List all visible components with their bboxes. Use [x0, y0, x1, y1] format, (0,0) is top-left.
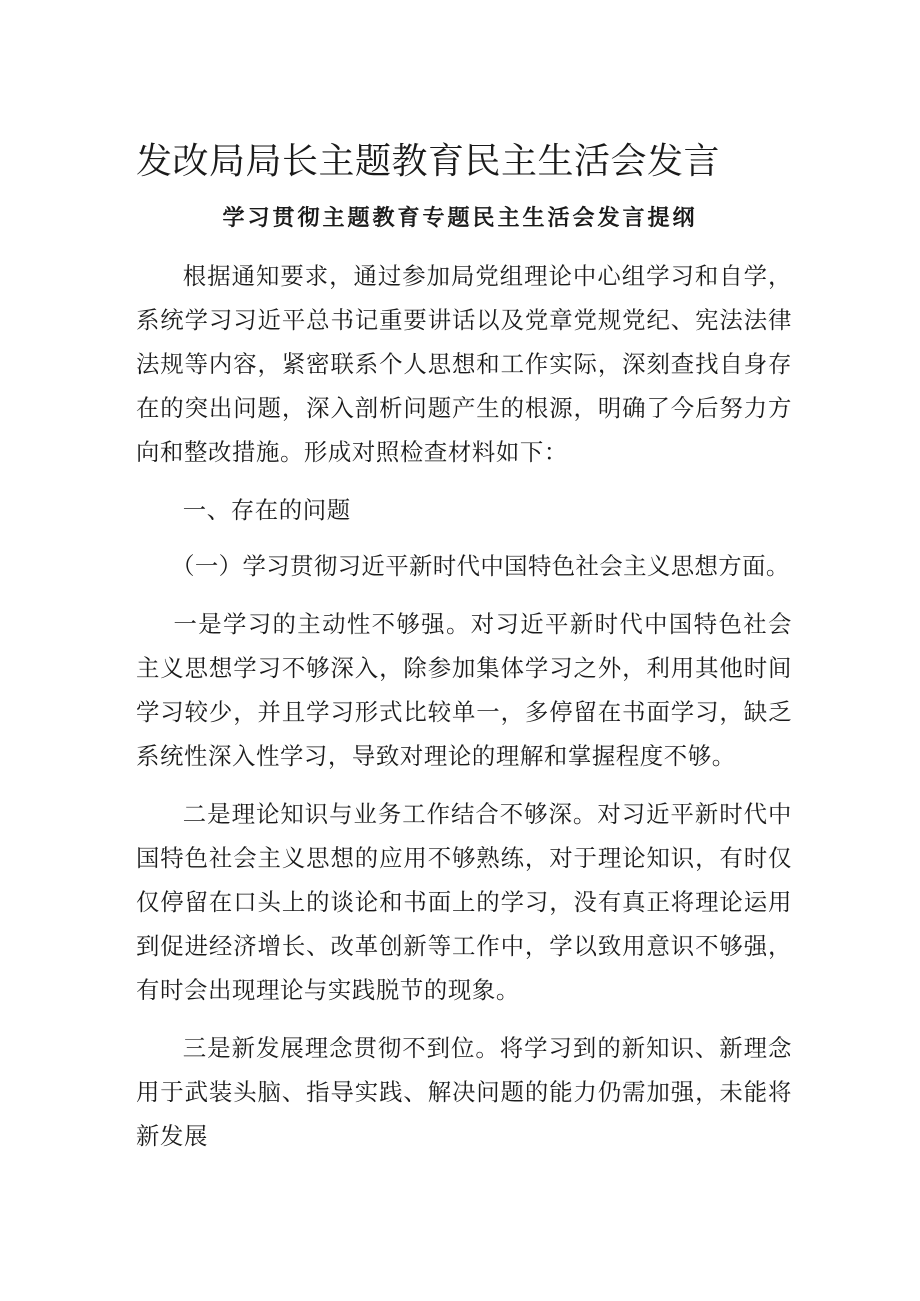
- paragraph-point-two: 二是理论知识与业务工作结合不够深。对习近平新时代中国特色社会主义思想的应用不够熟练，对于理论知识，有时仅仅停留在口头上的谈论和书面上的学习，没有真正将理论运用到促进经济增长、改革创新等工作中，学以致用意识不够强，有时会出现理论与实践脱节的现象。: [136, 800, 792, 1004]
- paragraph-point-one: 一是学习的主动性不够强。对习近平新时代中国特色社会主义思想学习不够深入，除参加集体学习之外，利用其他时间学习较少，并且学习形式比较单一，多停留在书面学习，缺乏系统性深入性学习，导致对理论的理解和掌握程度不够。: [136, 610, 792, 770]
- document-body: [136, 254, 792, 1172]
- document-title: 发改局局长主题教育民主生活会发言: [136, 141, 721, 182]
- subsection-heading-study: （一）学习贯彻习近平新时代中国特色社会主义思想方面。: [171, 552, 790, 580]
- paragraph-point-three: 三是新发展理念贯彻不到位。将学习到的新知识、新理念用于武装头脑、指导实践、解决问题的能力仍需加强，未能将新发展: [136, 1034, 792, 1150]
- section-heading-problems: 一、存在的问题: [182, 496, 351, 524]
- document-subtitle: 学习贯彻主题教育专题民主生活会发言提纲: [222, 205, 698, 231]
- intro-paragraph: 根据通知要求，通过参加局党组理论中心组学习和自学，系统学习习近平总书记重要讲话以及党章党规党纪、宪法法律法规等内容，紧密联系个人思想和工作实际，深刻查找自身存在的突出问题，深入剖析问题产生的根源，明确了今后努力方向和整改措施。形成对照检查材料如下：: [136, 262, 792, 466]
